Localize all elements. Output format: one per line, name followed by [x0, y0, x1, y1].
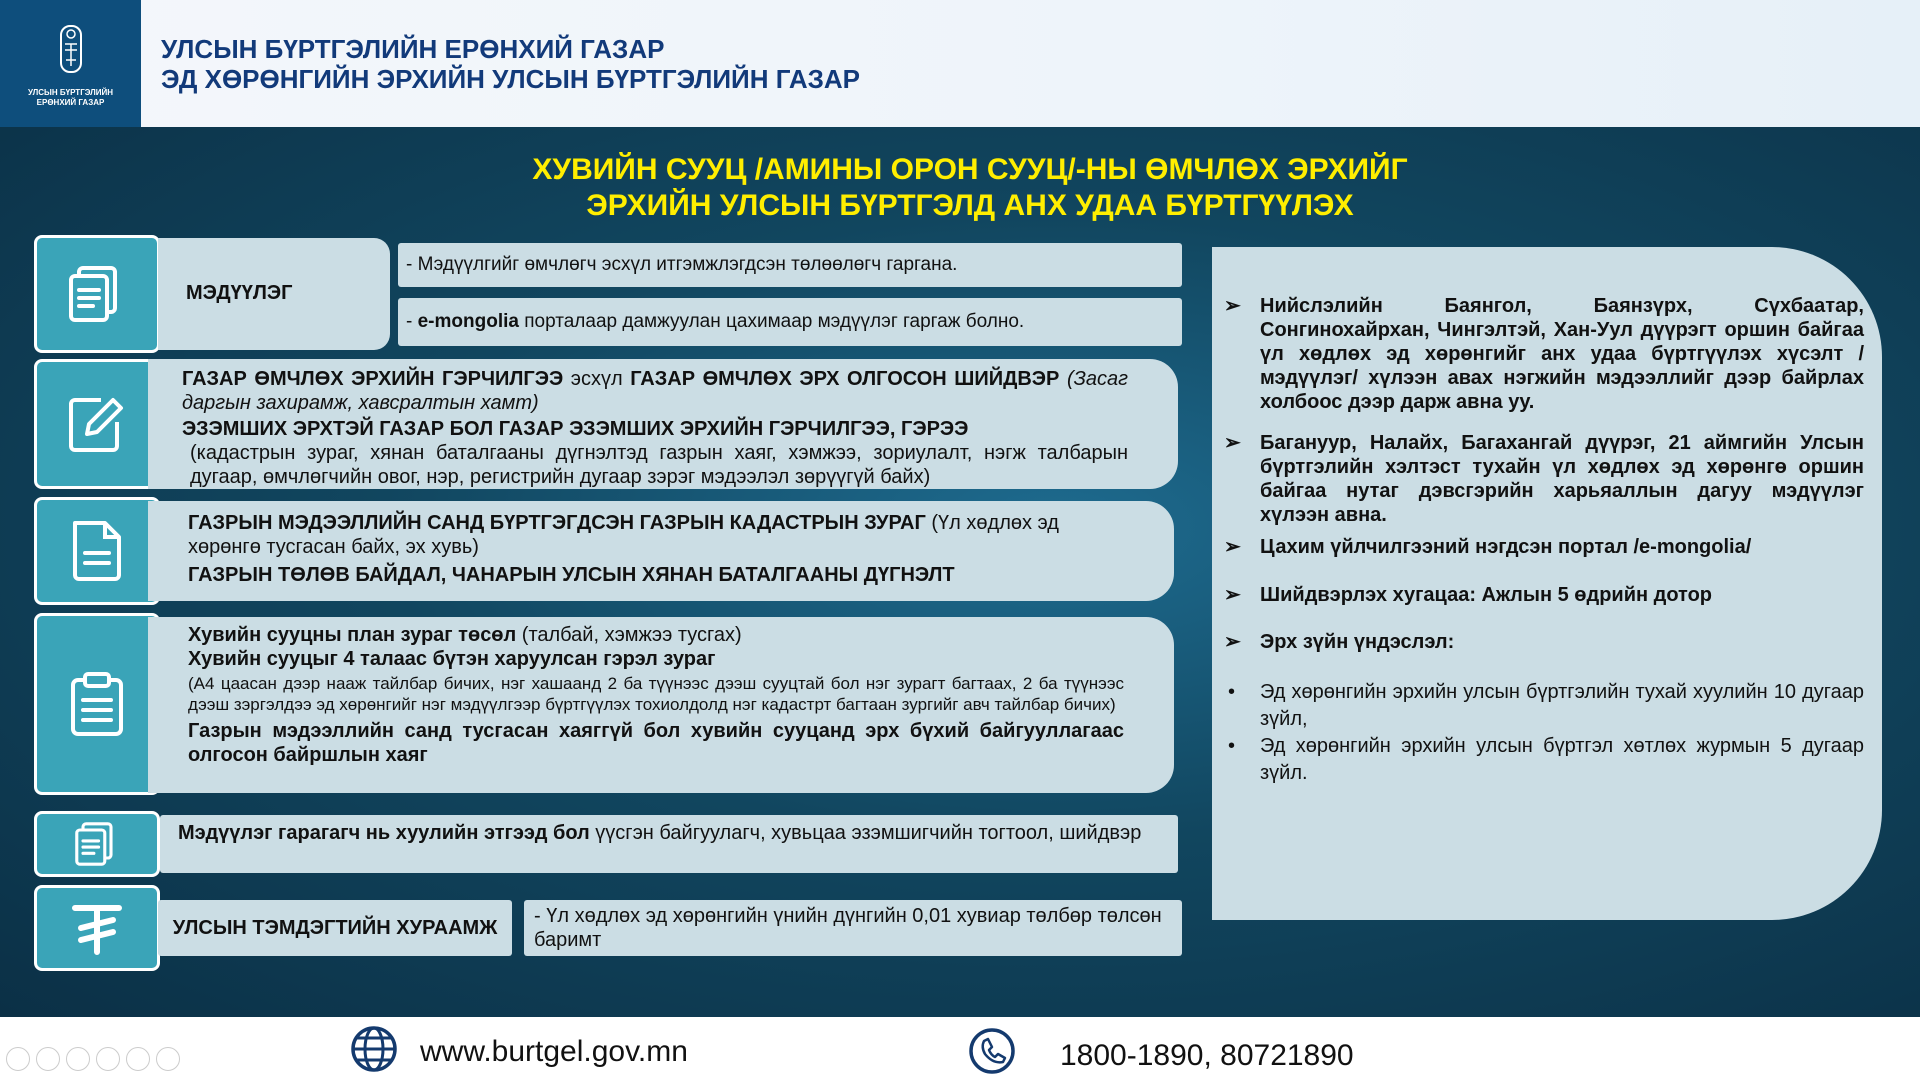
page-title: ХУВИЙН СУУЦ /АМИНЫ ОРОН СУУЦ/-НЫ ӨМЧЛӨХ ЭРХИЙГ ЭРХИЙН УЛСЫН БҮРТГЭЛД АНХ УДАА БҮРТГҮҮЛЭХ	[532, 153, 1408, 222]
arrow-bullet-icon: ➢	[1224, 536, 1241, 558]
legal-basis-bullet-2	[1224, 733, 1864, 787]
document-copy-tile-2	[34, 811, 160, 877]
legal-entity-condition: Мэдүүлэг гарагагч нь хуулийн этгээд бол	[178, 822, 590, 844]
info-item-provinces-text: Багануур, Налайх, Багахангай дүүрэг, 21 аймгийн Улсын бүртгэлийн хэлтэст тухайн үл хөдлөх эд хөрөнгө оршин байгаа нутаг дэвсгэрийн харьяаллын дагуу мэдүүлэг хүлээн авна.	[1260, 432, 1864, 526]
phone-icon	[968, 1027, 1016, 1075]
document-icon	[61, 515, 133, 587]
or-text: эсхүл	[563, 368, 631, 390]
application-label: МЭДҮҮЛЭГ	[186, 282, 293, 304]
logo[interactable]	[0, 0, 141, 127]
cadastral-note: (Үл хөдлөх эд хөрөнгө тусгасан байх, эх хувь)	[188, 512, 1059, 558]
legal-entity-box	[160, 815, 1178, 873]
website-link[interactable]: www.burtgel.gov.mn	[420, 1035, 688, 1068]
phone-number[interactable]: 1800-1890, 80721890	[1060, 1039, 1354, 1072]
previous-slide-icon[interactable]	[6, 1047, 30, 1071]
main-panel	[0, 127, 1920, 1017]
document-tile	[34, 497, 160, 605]
application-note-2	[398, 298, 1182, 346]
more-options-icon[interactable]	[156, 1047, 180, 1071]
slideshow-controls	[6, 1047, 180, 1071]
pencil-edit-icon	[61, 388, 133, 460]
land-ownership-decision: ГАЗАР ӨМЧЛӨХ ЭРХ ОЛГОСОН ШИЙДВЭР	[630, 368, 1060, 390]
info-item-legal-basis-text: Эрх зүйн үндэслэл:	[1260, 631, 1455, 653]
fee-label-box	[158, 900, 512, 956]
house-plan-note: (талбай, хэмжээ тусгах)	[516, 624, 742, 646]
emblem-icon	[57, 20, 85, 78]
arrow-bullet-icon: ➢	[1224, 584, 1241, 606]
header-bar	[0, 0, 1920, 127]
globe-icon	[350, 1025, 398, 1073]
slide-grid-icon[interactable]	[96, 1047, 120, 1071]
state-stamp-fee-label: УЛСЫН ТЭМДЭГТИЙН ХУРААМЖ	[172, 917, 498, 939]
photo-instructions: (А4 цаасан дээр нааж тайлбар бичих, нэг хашаанд 2 ба түүнээс дээш сууцтай бол нэг зурагт багтаах, 2 ба түүнээс дээш зэргэлдээ эд хөрөнгийг нэг мэдүүлгээр бүртгүүлэх тохиолдолд нэг кадастрт багтаан зургийг авч тайлбар бичих)	[188, 674, 1124, 714]
possession-certificate: ЭЗЭМШИХ ЭРХТЭЙ ГАЗАР БОЛ ГАЗАР ЭЗЭМШИХ ЭРХИЙН ГЭРЧИЛГЭЭ, ГЭРЭЭ	[182, 418, 969, 440]
house-photo: Хувийн сууцыг 4 талаас бүтэн харуулсан гэрэл зураг	[188, 648, 716, 670]
info-item-deadline	[1224, 583, 1864, 607]
application-note-1	[398, 243, 1182, 287]
document-copy-tile	[34, 235, 160, 353]
fee-note-box	[524, 900, 1182, 956]
dot-bullet-icon: •	[1228, 735, 1236, 757]
clipboard-icon	[61, 668, 133, 740]
house-plan-drawing: Хувийн сууцны план зураг төсөл	[188, 624, 517, 646]
logo-text: УЛСЫН БҮРТГЭЛИЙН ЕРӨНХИЙ ГАЗАР	[27, 87, 114, 107]
info-panel	[1212, 247, 1882, 920]
cadastral-box	[148, 501, 1174, 601]
application-label-box	[158, 238, 390, 350]
pen-tool-icon[interactable]	[66, 1047, 90, 1071]
note-rest: порталаар дамжуулан цахимаар мэдүүлэг гаргаж болно.	[518, 311, 1025, 332]
info-item-capital	[1224, 294, 1864, 414]
info-item-portal-text[interactable]: Цахим үйлчилгээний нэгдсэн портал /e-mongolia/	[1260, 536, 1752, 558]
legal-basis-bullet-1-text: Эд хөрөнгийн эрхийн улсын бүртгэлийн тухай хуулийн 10 дугаар зүйл,	[1260, 681, 1864, 730]
pencil-edit-tile	[34, 359, 160, 489]
zoom-icon[interactable]	[126, 1047, 150, 1071]
info-item-deadline-text: Шийдвэрлэх хугацаа: Ажлын 5 өдрийн дотор	[1260, 584, 1713, 606]
info-item-portal	[1224, 535, 1864, 559]
next-slide-icon[interactable]	[36, 1047, 60, 1071]
land-ownership-certificate: ГАЗАР ӨМЧЛӨХ ЭРХИЙН ГЭРЧИЛГЭЭ	[182, 368, 564, 390]
certificate-details: (кадастрын зураг, хянан баталгааны дүгнэлтэд газрын хаяг, хэмжээ, зориулалт, нэгж талбарын дугаар, өмчлөгчийн овог, нэр, регистрийн дугаар зэрэг мэдээлэл зөрүүгүй байх)	[190, 442, 1128, 488]
fee-note: - Үл хөдлөх эд хөрөнгийн үнийн дүнгийн 0,01 хувиар төлбөр төлсөн баримт	[534, 905, 1162, 951]
cadastral-map: ГАЗРЫН МЭДЭЭЛЛИЙН САНД БҮРТГЭГДСЭН ГАЗРЫН КАДАСТРЫН ЗУРАГ	[188, 512, 926, 534]
document-copy-icon	[69, 816, 125, 872]
legal-basis-bullet-2-text: Эд хөрөнгийн эрхийн улсын бүртгэл хөтлөх журмын 5 дугаар зүйл.	[1260, 735, 1864, 784]
arrow-bullet-icon: ➢	[1224, 295, 1241, 317]
arrow-bullet-icon: ➢	[1224, 432, 1241, 454]
legal-entity-documents: үүсгэн байгуулагч, хувьцаа эзэмшигчийн тогтоол, шийдвэр	[589, 822, 1142, 844]
certificate-box	[148, 359, 1178, 489]
governor-order-note: (Засаг даргын захирамж, хавсралтын хамт)	[182, 368, 1128, 414]
e-mongolia-link[interactable]: e-mongolia	[417, 311, 519, 332]
legal-basis-bullet-1	[1224, 679, 1864, 733]
organization-title: УЛСЫН БҮРТГЭЛИЙН ЕРӨНХИЙ ГАЗАР ЭД ХӨРӨНГИЙН ЭРХИЙН УЛСЫН БҮРТГЭЛИЙН ГАЗАР	[161, 34, 861, 94]
document-copy-icon	[61, 258, 133, 330]
info-item-capital-text[interactable]: Нийслэлийн Баянгол, Баянзүрх, Сүхбаатар, Сонгинохайрхан, Чингэлтэй, Хан-Уул дүүрэгт оршин байгаа үл хөдлөх эд хөрөнгийг анх удаа бүртгүүлэх хүсэлт /мэдүүлэг/ хүлээн авах нэгжийн мэдээллийг дээр байрлах холбоос дээр дарж авна уу.	[1260, 295, 1864, 413]
tugrik-currency-icon	[61, 892, 133, 964]
footer-bar	[0, 1017, 1920, 1080]
location-address: Газрын мэдээллийн санд тусгасан хаяггүй бол хувийн сууцанд эрх бүхий байгууллагаас олгосон байршлын хаяг	[188, 720, 1124, 766]
tugrik-tile	[34, 885, 160, 971]
note-prefix: -	[406, 311, 418, 332]
arrow-bullet-icon: ➢	[1224, 631, 1241, 653]
info-item-provinces	[1224, 431, 1864, 527]
application-note-1-text: - Мэдүүлгийг өмчлөгч эсхүл итгэмжлэгдсэн төлөөлөгч гаргана.	[406, 254, 958, 275]
clipboard-tile	[34, 613, 160, 795]
land-quality-conclusion: ГАЗРЫН ТӨЛӨВ БАЙДАЛ, ЧАНАРЫН УЛСЫН ХЯНАН БАТАЛГААНЫ ДҮГНЭЛТ	[188, 564, 955, 586]
info-item-legal-basis	[1224, 630, 1864, 654]
plan-box	[148, 617, 1174, 793]
dot-bullet-icon: •	[1228, 681, 1236, 703]
